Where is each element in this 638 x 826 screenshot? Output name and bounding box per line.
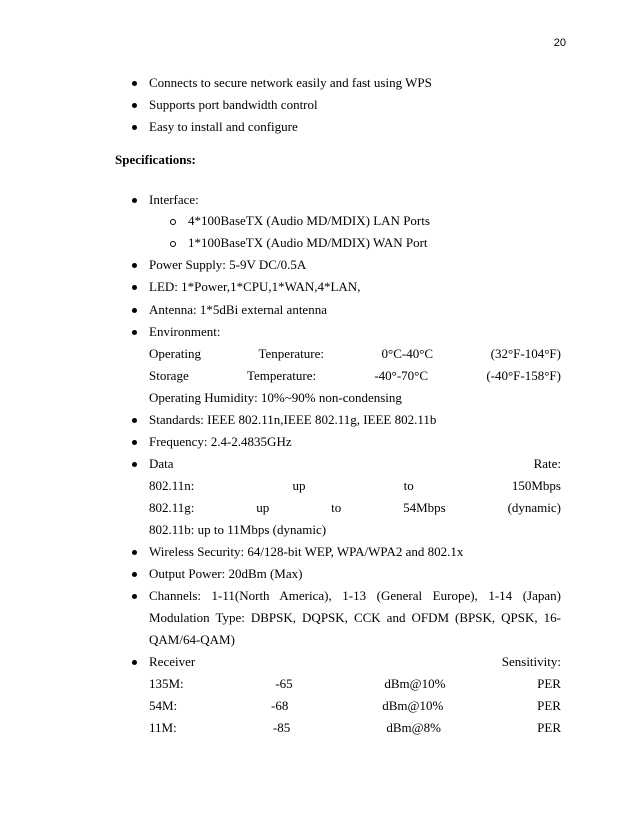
cell: Storage: [149, 368, 189, 383]
cell: (dynamic): [507, 500, 561, 515]
data-rate-heading: [149, 456, 561, 472]
cell: 802.11n:: [149, 478, 195, 493]
modulation-spec-cont: QAM/64-QAM): [149, 632, 235, 647]
cell: Tenperature:: [258, 346, 324, 361]
interface-port: 4*100BaseTX (Audio MD/MDIX) LAN Ports: [188, 213, 430, 228]
cell: 150Mbps: [511, 478, 561, 493]
bullet-icon: [132, 418, 137, 423]
standards-spec: Standards: IEEE 802.11n,IEEE 802.11g, IEEE 802.11b: [149, 412, 437, 427]
cell: PER: [537, 698, 561, 713]
bullet-icon: [132, 125, 137, 130]
bullet-icon: [132, 285, 137, 290]
power-supply: Power Supply: 5-9V DC/0.5A: [149, 257, 307, 272]
bullet-icon: [132, 308, 137, 313]
interface-port: 1*100BaseTX (Audio MD/MDIX) WAN Port: [188, 235, 428, 250]
cell: 11M:: [149, 720, 177, 735]
antenna-spec: Antenna: 1*5dBi external antenna: [149, 302, 327, 317]
cell: Operating: [149, 346, 201, 361]
cell: -68: [271, 698, 289, 713]
environment-label: Environment:: [149, 324, 221, 339]
frequency-spec: Frequency: 2.4-2.4835GHz: [149, 434, 292, 449]
modulation-spec: Modulation Type: DBPSK, DQPSK, CCK and OFDM (BPSK, QPSK, 16-: [149, 610, 561, 625]
cell: dBm@10%: [382, 698, 444, 713]
cell: up: [292, 478, 306, 493]
bullet-icon: [132, 103, 137, 108]
cell: to: [331, 500, 342, 515]
cell: -85: [272, 720, 291, 735]
bullet-icon: [132, 550, 137, 555]
cell: (-40°F-158°F): [486, 368, 561, 383]
cell: 802.11g:: [149, 500, 195, 515]
feature-item: Connects to secure network easily and fast using WPS: [149, 75, 432, 90]
cell: Receiver: [149, 654, 196, 669]
cell: -65: [275, 676, 293, 691]
cell: 54Mbps: [403, 500, 446, 515]
receiver-row: [149, 676, 561, 692]
cell: -40°-70°C: [374, 368, 429, 383]
cell: 54M:: [149, 698, 178, 713]
cell: Rate:: [533, 456, 561, 471]
cell: up: [256, 500, 270, 515]
data-rate-n-row: [149, 478, 561, 494]
cell: 0°C-40°C: [381, 346, 434, 361]
receiver-row: [149, 720, 561, 736]
cell: Sensitivity:: [501, 654, 561, 669]
cell: Data: [149, 456, 174, 471]
cell: PER: [537, 720, 561, 735]
bullet-icon: [132, 572, 137, 577]
cell: Temperature:: [246, 368, 317, 383]
cell: to: [403, 478, 414, 493]
cell: PER: [537, 676, 561, 691]
channels-spec: Channels: 1-11(North America), 1-13 (General Europe), 1-14 (Japan): [149, 588, 561, 603]
data-rate-g-row: [149, 500, 561, 516]
led-spec: LED: 1*Power,1*CPU,1*WAN,4*LAN,: [149, 279, 361, 294]
bullet-icon: [132, 330, 137, 335]
bullet-icon: [132, 660, 137, 665]
bullet-icon: [132, 263, 137, 268]
feature-item: Supports port bandwidth control: [149, 97, 318, 112]
cell: dBm@10%: [384, 676, 446, 691]
feature-item: Easy to install and configure: [149, 119, 298, 134]
cell: (32°F-104°F): [490, 346, 561, 361]
sub-bullet-icon: [170, 241, 176, 247]
wireless-security-spec: Wireless Security: 64/128-bit WEP, WPA/WPA2 and 802.1x: [149, 544, 464, 559]
bullet-icon: [132, 81, 137, 86]
bullet-icon: [132, 594, 137, 599]
bullet-icon: [132, 440, 137, 445]
bullet-icon: [132, 462, 137, 467]
interface-label: Interface:: [149, 192, 199, 207]
data-rate-b: 802.11b: up to 11Mbps (dynamic): [149, 522, 327, 537]
receiver-row: [149, 698, 561, 714]
receiver-heading: [149, 654, 561, 670]
page-number: 20: [553, 37, 566, 49]
output-power-spec: Output Power: 20dBm (Max): [149, 566, 303, 581]
sub-bullet-icon: [170, 219, 176, 225]
cell: 135M:: [149, 676, 184, 691]
storage-temp-row: [149, 368, 561, 384]
humidity-spec: Operating Humidity: 10%~90% non-condensing: [149, 390, 402, 405]
operating-temp-row: [149, 346, 561, 362]
specifications-heading: Specifications:: [115, 152, 196, 167]
bullet-icon: [132, 198, 137, 203]
cell: dBm@8%: [386, 720, 441, 735]
